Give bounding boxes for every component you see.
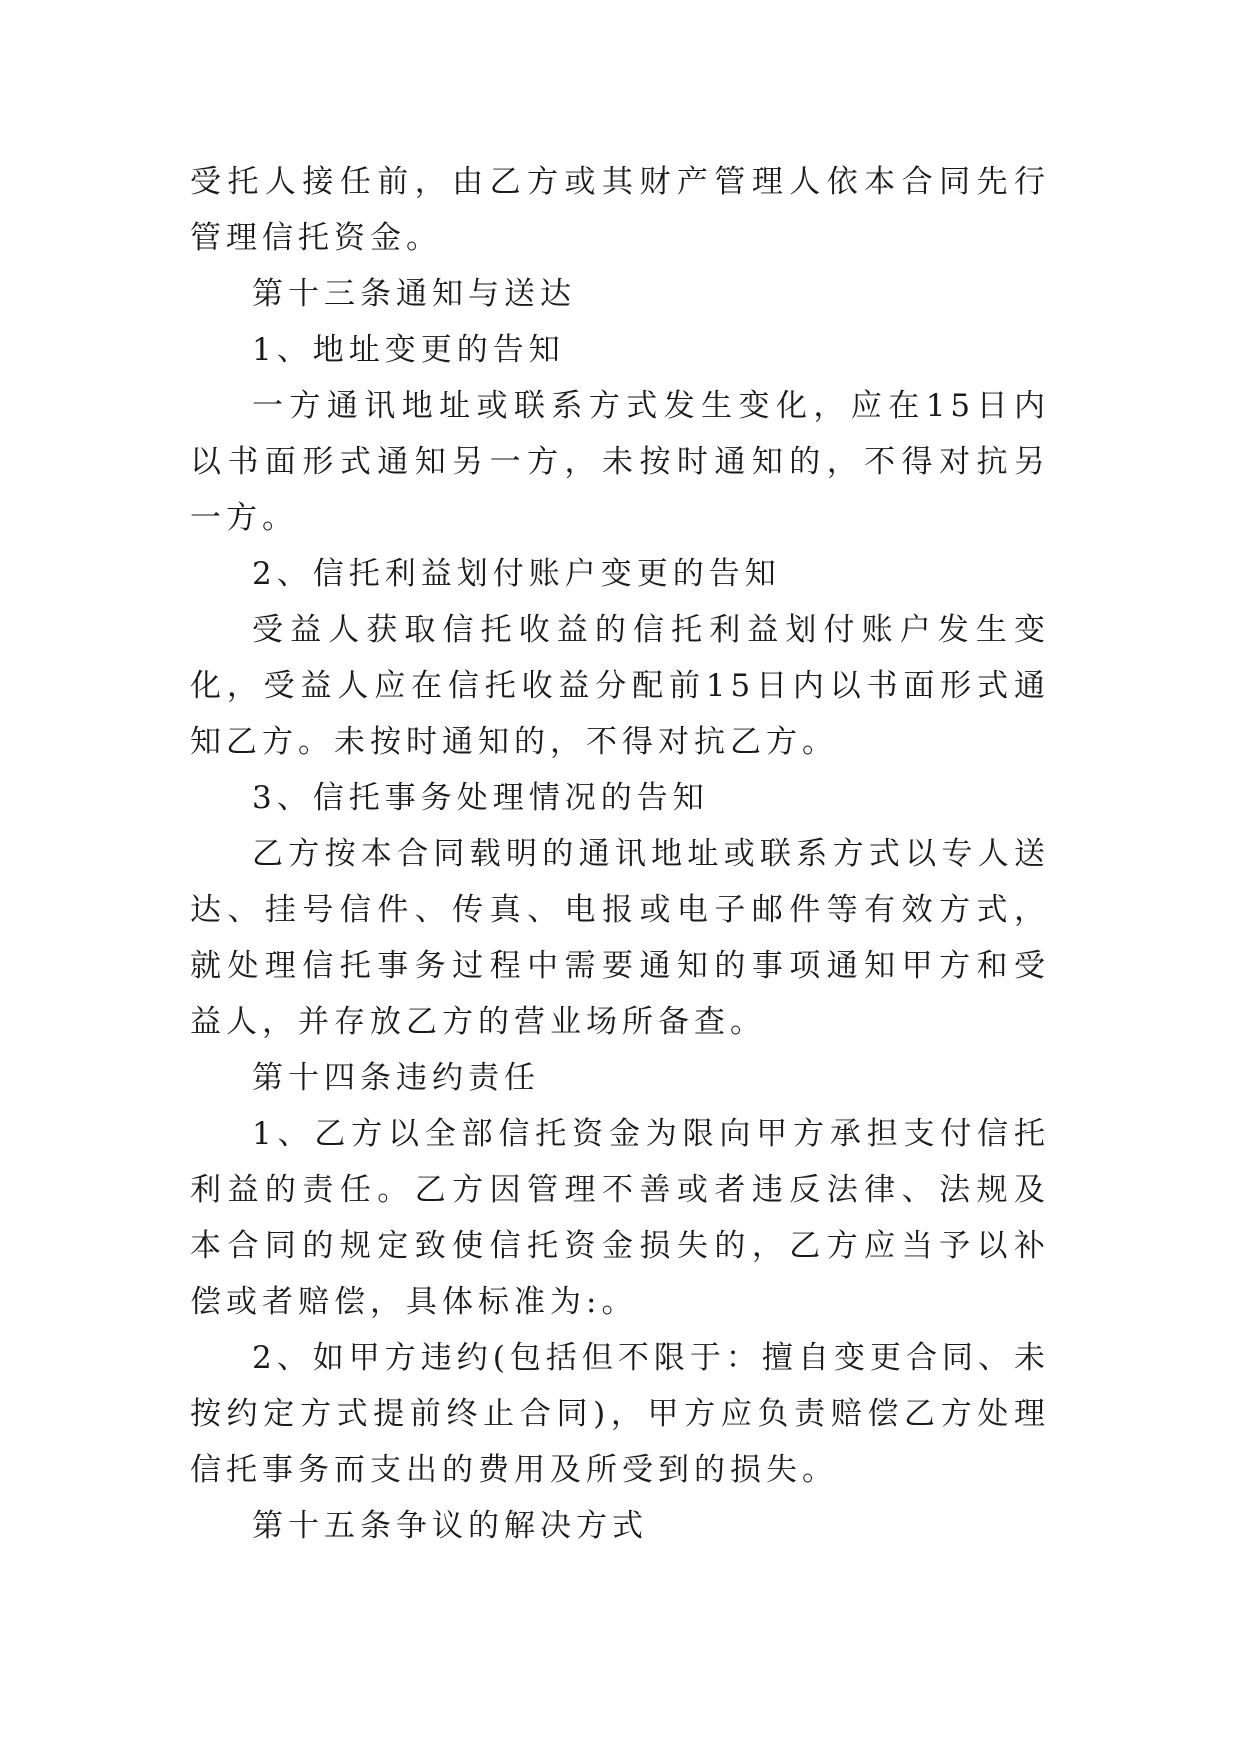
heading-article-15-dispute-resolution: 第十五条争议的解决方式 [252, 1508, 648, 1544]
heading-article-14-liability: 第十四条违约责任 [252, 1060, 540, 1096]
paragraph-liability-party-a: 2、如甲方违约(包括但不限于：擅自变更合同、未按约定方式提前终止合同)，甲方应负责赔偿乙方处理信托事务而支出的费用及所受到的损失。 [190, 1340, 1050, 1488]
subheading-account-change-notice: 2、信托利益划付账户变更的告知 [252, 556, 781, 592]
paragraph-account-change-notice: 受益人获取信托收益的信托利益划付账户发生变化，受益人应在信托收益分配前15日内以书面形式通知乙方。未按时通知的，不得对抗乙方。 [190, 612, 1050, 760]
document-body [190, 154, 1050, 1554]
subheading-trust-affairs-notice: 3、信托事务处理情况的告知 [252, 780, 709, 816]
subheading-address-change-notice: 1、地址变更的告知 [252, 332, 565, 368]
paragraph-liability-party-b: 1、乙方以全部信托资金为限向甲方承担支付信托利益的责任。乙方因管理不善或者违反法律、法规及本合同的规定致使信托资金损失的，乙方应当予以补偿或者赔偿，具体标准为:。 [190, 1116, 1050, 1320]
paragraph-trustee-interim-management: 受托人接任前，由乙方或其财产管理人依本合同先行管理信托资金。 [190, 164, 1050, 256]
paragraph-address-change-notice: 一方通讯地址或联系方式发生变化，应在15日内以书面形式通知另一方，未按时通知的，不得对抗另一方。 [190, 388, 1050, 536]
heading-article-13-notice-and-delivery: 第十三条通知与送达 [252, 276, 576, 312]
paragraph-trust-affairs-notice: 乙方按本合同载明的通讯地址或联系方式以专人送达、挂号信件、传真、电报或电子邮件等有效方式，就处理信托事务过程中需要通知的事项通知甲方和受益人，并存放乙方的营业场所备查。 [190, 836, 1050, 1040]
